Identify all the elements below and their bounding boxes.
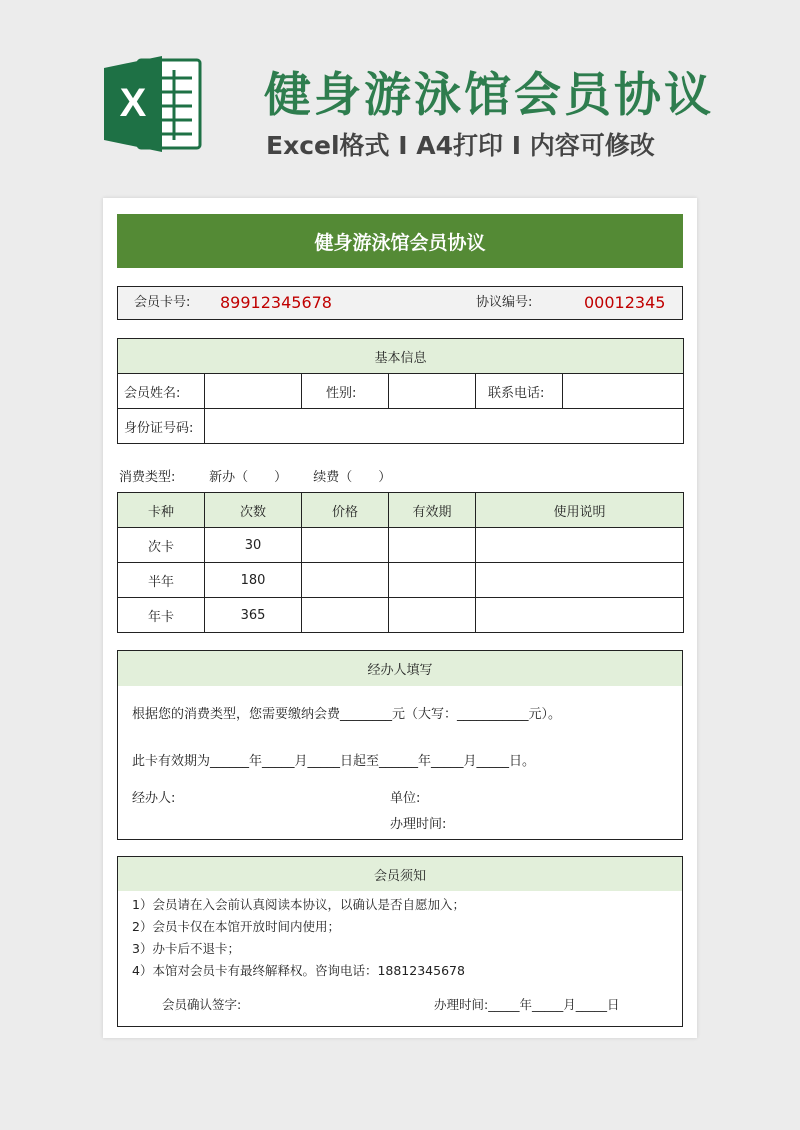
id-number-label: 身份证号码: bbox=[118, 409, 205, 444]
card-number-label: 会员卡号: bbox=[134, 295, 191, 310]
table-row bbox=[118, 528, 684, 563]
col-header-validity: 有效期 bbox=[389, 493, 476, 528]
card-count-cell: 30 bbox=[205, 528, 302, 563]
card-price-cell[interactable] bbox=[302, 563, 389, 598]
fee-line[interactable]: 根据您的消费类型，您需要缴纳会费________元（大写：___________元）。 bbox=[132, 707, 562, 722]
gender-field[interactable] bbox=[389, 374, 476, 409]
card-count-cell: 180 bbox=[205, 563, 302, 598]
card-type-cell: 年卡 bbox=[118, 598, 205, 633]
col-header-price: 价格 bbox=[302, 493, 389, 528]
card-count-cell: 365 bbox=[205, 598, 302, 633]
member-name-field[interactable] bbox=[205, 374, 302, 409]
table-row bbox=[118, 563, 684, 598]
col-header-count: 次数 bbox=[205, 493, 302, 528]
excel-logo-icon bbox=[104, 56, 202, 152]
card-validity-cell[interactable] bbox=[389, 528, 476, 563]
consume-new-option[interactable]: 新办（ ） bbox=[209, 470, 288, 485]
logo-letter: X bbox=[119, 81, 147, 125]
handle-time-label: 办理时间: bbox=[390, 817, 447, 832]
card-validity-cell[interactable] bbox=[389, 598, 476, 633]
notice-item: 2）会员卡仅在本馆开放时间内使用； bbox=[132, 919, 340, 934]
sign-date-line[interactable]: 办理时间:_____年_____月_____日 bbox=[434, 997, 620, 1012]
consume-renew-option[interactable]: 续费（ ） bbox=[313, 470, 392, 485]
table-row bbox=[118, 598, 684, 633]
agreement-number-label: 协议编号: bbox=[476, 295, 533, 310]
agent-label: 经办人: bbox=[132, 791, 176, 806]
card-type-table bbox=[117, 492, 683, 633]
gender-label: 性别: bbox=[302, 374, 389, 409]
page-title: 健身游泳馆会员协议 bbox=[264, 68, 714, 123]
consume-type-label: 消费类型: bbox=[119, 470, 176, 485]
member-sign-label[interactable]: 会员确认签字: bbox=[162, 997, 242, 1012]
card-validity-cell[interactable] bbox=[389, 563, 476, 598]
phone-field[interactable] bbox=[563, 374, 684, 409]
consume-type-row bbox=[119, 466, 391, 485]
notice-item: 3）办卡后不退卡； bbox=[132, 941, 240, 956]
agreement-number-value[interactable]: 00012345 bbox=[584, 293, 666, 312]
id-number-field[interactable] bbox=[205, 409, 684, 444]
agent-section bbox=[117, 650, 683, 840]
card-type-cell: 次卡 bbox=[118, 528, 205, 563]
col-header-type: 卡种 bbox=[118, 493, 205, 528]
card-number-value[interactable]: 89912345678 bbox=[220, 293, 332, 312]
card-info-row bbox=[117, 286, 683, 320]
card-price-cell[interactable] bbox=[302, 598, 389, 633]
document-sheet bbox=[103, 198, 697, 1038]
member-name-label: 会员姓名: bbox=[118, 374, 205, 409]
basic-info-title: 基本信息 bbox=[118, 339, 684, 374]
notice-title: 会员须知 bbox=[118, 857, 682, 891]
card-type-cell: 半年 bbox=[118, 563, 205, 598]
notice-item: 1）会员请在入会前认真阅读本协议，以确认是否自愿加入； bbox=[132, 897, 465, 912]
card-price-cell[interactable] bbox=[302, 528, 389, 563]
card-usage-cell[interactable] bbox=[476, 528, 684, 563]
document-title: 健身游泳馆会员协议 bbox=[117, 214, 683, 268]
valid-period-line[interactable]: 此卡有效期为______年_____月_____日起至______年_____月_____日。 bbox=[132, 754, 536, 769]
phone-label: 联系电话: bbox=[476, 374, 563, 409]
card-usage-cell[interactable] bbox=[476, 598, 684, 633]
unit-label: 单位: bbox=[390, 791, 421, 806]
card-usage-cell[interactable] bbox=[476, 563, 684, 598]
col-header-usage: 使用说明 bbox=[476, 493, 684, 528]
notice-section bbox=[117, 856, 683, 1027]
notice-item: 4）本馆对会员卡有最终解释权。咨询电话：18812345678 bbox=[132, 963, 465, 978]
agent-section-title: 经办人填写 bbox=[118, 651, 682, 686]
page-subtitle: Excel格式 I A4打印 I 内容可修改 bbox=[266, 131, 655, 160]
basic-info-section bbox=[117, 338, 683, 444]
